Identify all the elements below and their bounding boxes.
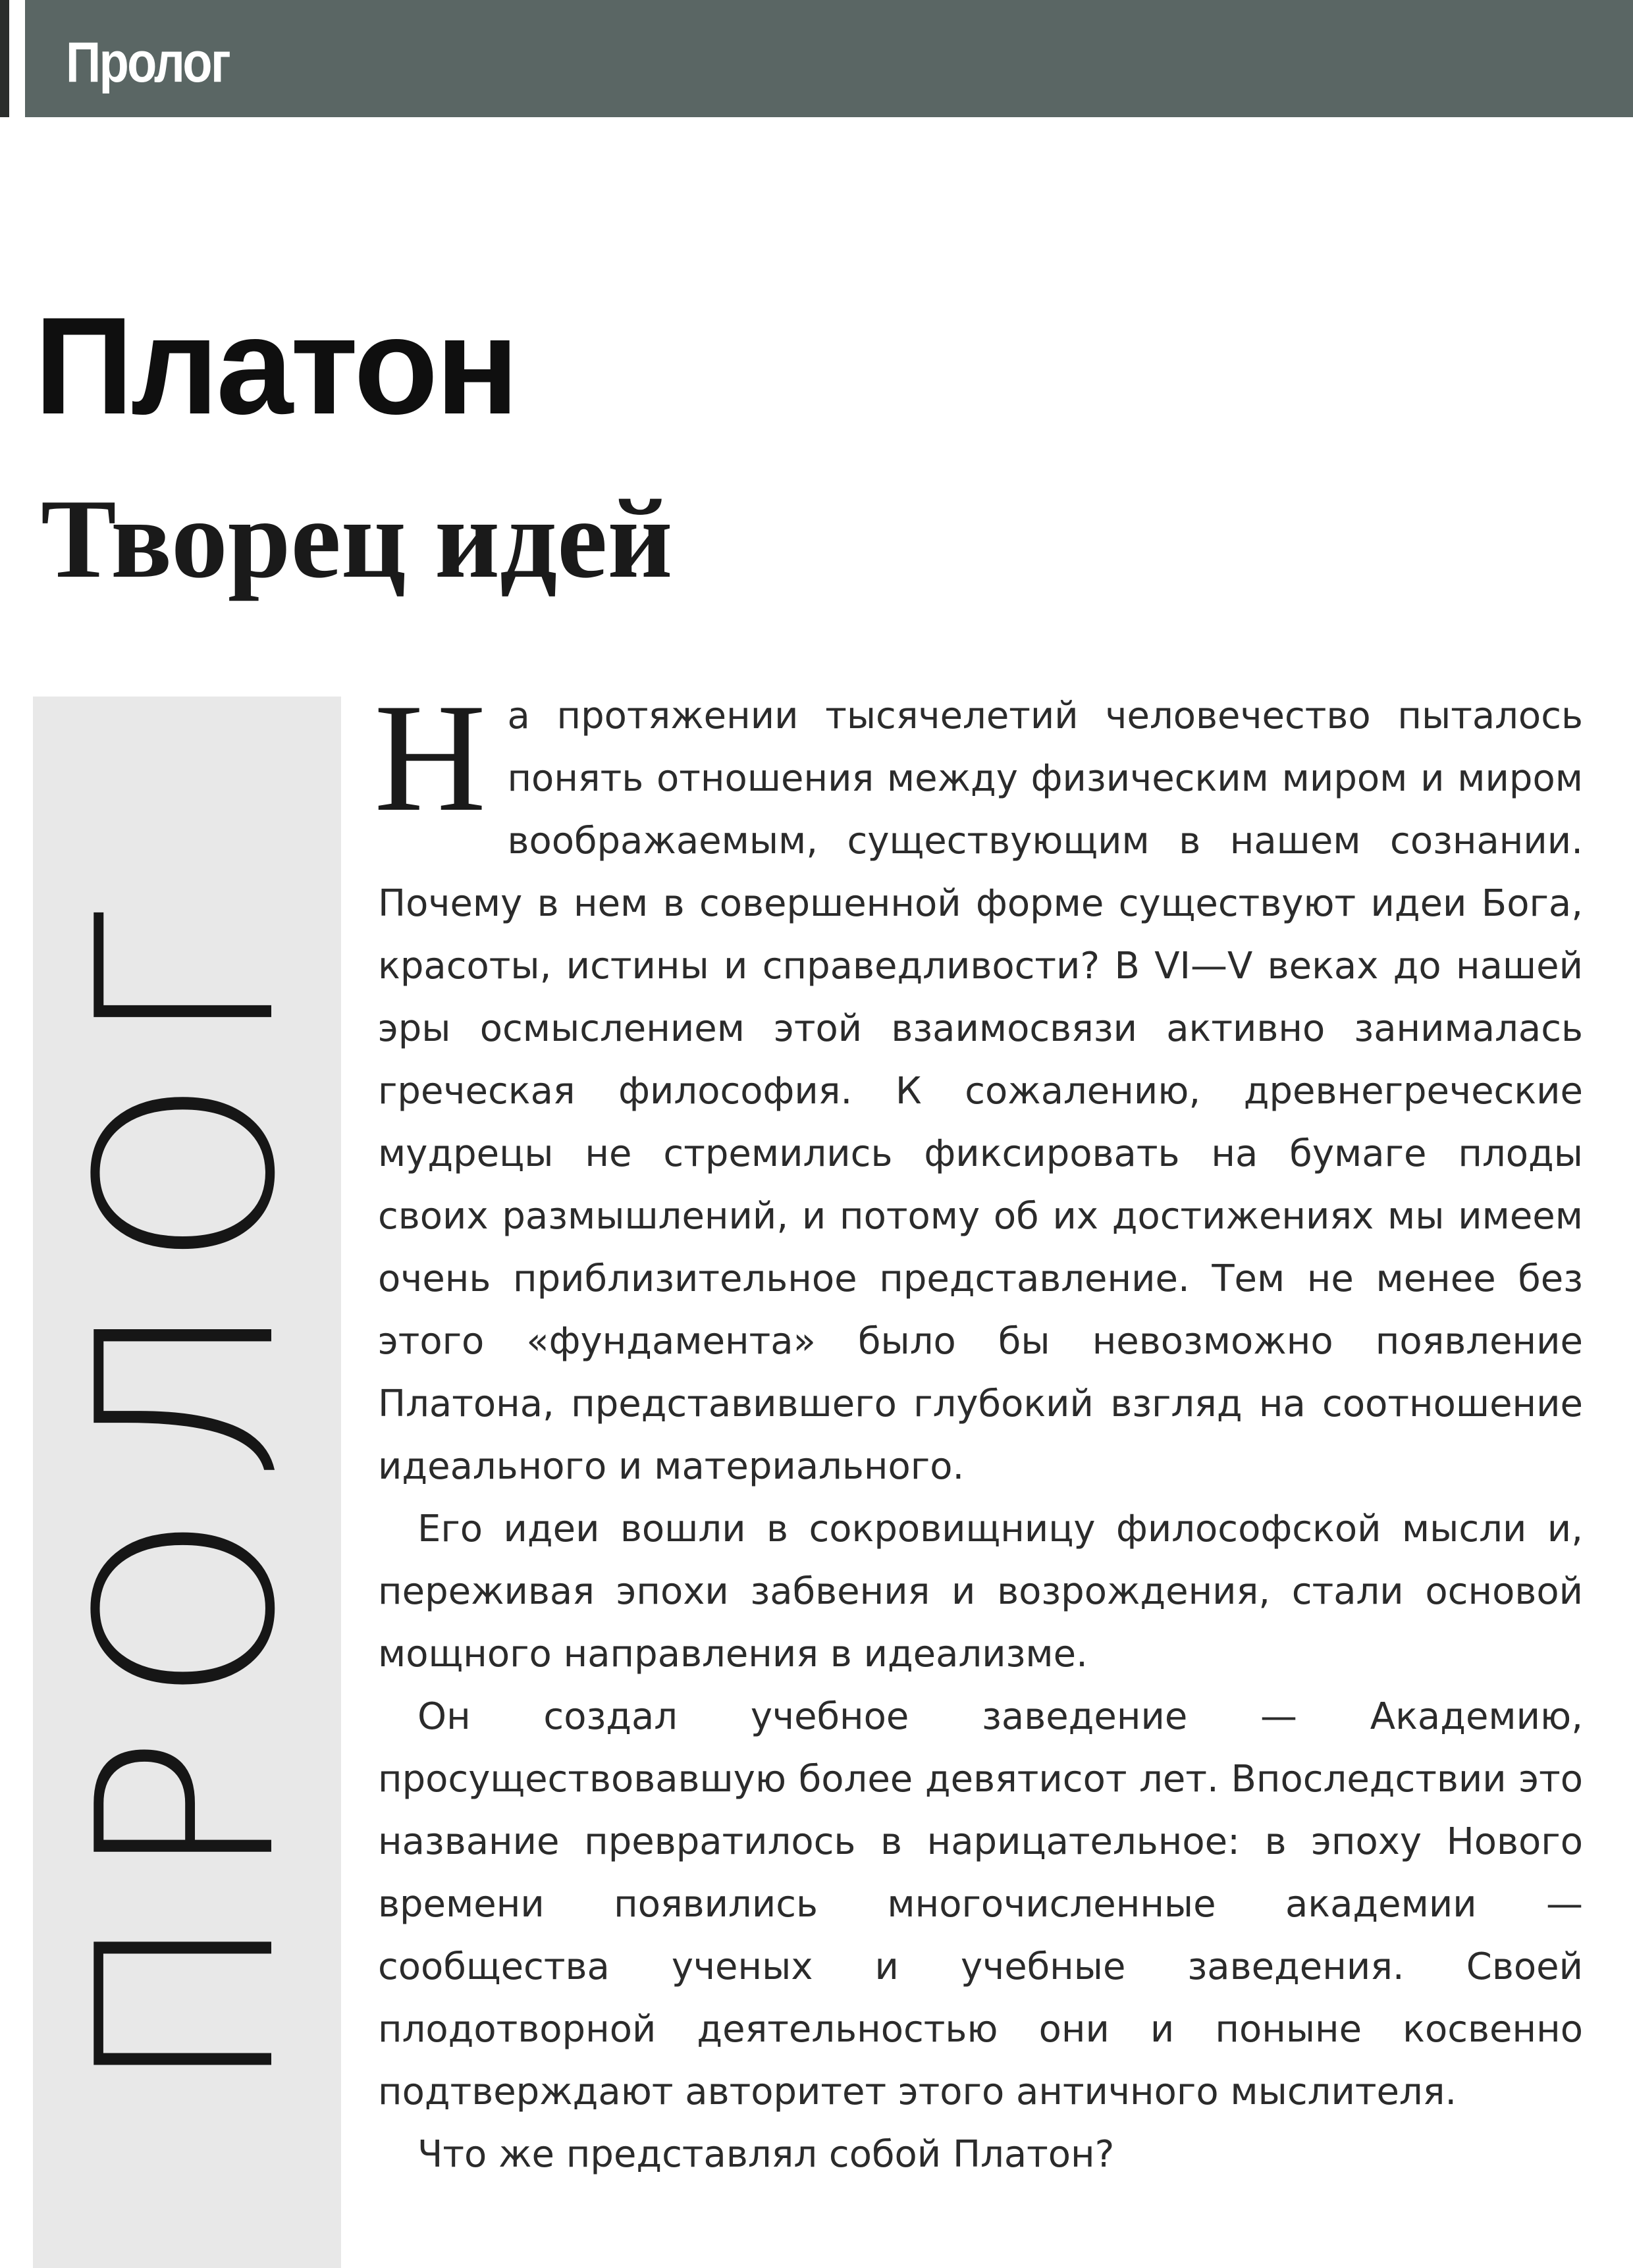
body-text [374, 672, 1583, 2186]
drop-cap: Н [374, 672, 487, 844]
paragraph-1 [374, 672, 1583, 1498]
paragraph-1-text: а протяжении тысячелетий человечество пыталось понять отношения между физическим миром и миром воображаемым, существующим в нашем сознании. Почему в нем в совершенной форме существуют идеи Бога, красоты, истины и справедливости? В VI—V веках до нашей эры осмыслением этой взаимосвязи активно занималась греческая философия. К сожалению, древнегреческие мудрецы не стремились фиксировать на бумаге плоды своих размышлений, и потому об их достижениях мы имеем очень приблизительное представление. Тем не менее без этого «фундамента» было бы невозможно появление Платона, представившего глубокий взгляд на соотношение идеального и материального. [378, 695, 1583, 1488]
paragraph-4: Что же представлял собой Платон? [417, 2133, 1115, 2176]
chapter-title: Платон [34, 288, 517, 443]
header-edge-rule [0, 0, 9, 117]
paragraph-3: Он создал учебное заведение — Академию, просуществовавшую более девятисот лет. Впоследствии это название превратилось в нарицательное: в эпоху Нового времени появились многочисленные академии — сообщества ученых и учебные заведения. Своей плодотворной деятельностью они и поныне косвенно подтверждают авторитет этого античного мыслителя. [378, 1695, 1583, 2113]
side-vertical-word: ПРОЛОГ [46, 880, 329, 2096]
section-label: Пролог [66, 31, 230, 94]
running-header [25, 0, 1633, 117]
chapter-subtitle: Творец идей [41, 476, 673, 602]
paragraph-2: Его идеи вошли в сокровищницу философской мысли и, переживая эпохи забвения и возрождения, стали основой мощного направления в идеализме. [378, 1508, 1583, 1675]
